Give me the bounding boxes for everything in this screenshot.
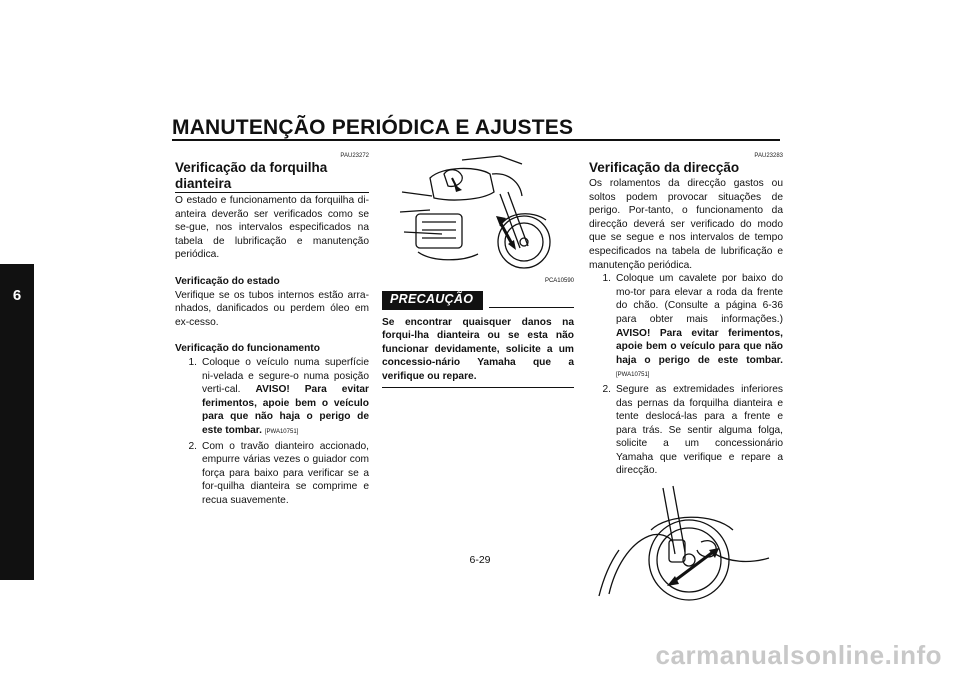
warning-text: AVISO! Para evitar ferimentos, apoie bem o veículo para que não haja o perigo de este tombar. <box>616 327 783 366</box>
step-number: 1. <box>188 356 197 368</box>
step-text: Coloque o veículo numa superfície ni-velada e segure-o numa posição verti-cal. <box>202 356 369 396</box>
step-number: 1. <box>602 273 611 285</box>
column-steering <box>589 152 783 602</box>
caution-label: PRECAUÇÃO <box>382 291 483 310</box>
chapter-number: 6 <box>12 287 22 304</box>
page-title: MANUTENÇÃO PERIÓDICA E AJUSTES <box>172 116 574 139</box>
warning-ref-code: [PWA10751] <box>616 372 650 379</box>
operation-steps <box>175 356 369 508</box>
front-wheel-steering-drawing <box>589 484 783 602</box>
condition-paragraph: Verifique se os tubos internos estão arra-nhados, danificados ou perdem óleo em ex-cesso. <box>175 289 369 328</box>
warning-ref-code: [PWA10751] <box>264 428 299 435</box>
chapter-tab <box>0 264 34 580</box>
section-heading-front-fork: Verificação da forquilha dianteira <box>175 160 369 193</box>
steering-steps <box>589 272 783 478</box>
title-rule <box>172 139 780 141</box>
watermark: carmanualsonline.info <box>655 640 942 670</box>
list-item <box>589 272 783 383</box>
step-text: Segure as extremidades inferiores das pernas da forquilha dianteira e tente deslocá-las para a frente e para trás. Se sentir alguma folga, solicite a um concessionário Yamaha que verifique e repare a direcção. <box>616 383 783 477</box>
steering-illustration <box>589 484 783 602</box>
step-number: 2. <box>602 383 611 395</box>
motorcycle-front-fork-drawing <box>382 152 574 277</box>
column-caution <box>382 152 574 388</box>
step-text: Coloque um cavalete por baixo do mo-tor para elevar a roda da frente do chão. (Consulte a página 6-36 para obter mais informações.) <box>616 273 783 325</box>
subheading-operation: Verificação do funcionamento <box>175 343 320 355</box>
column-front-fork <box>175 152 369 507</box>
caution-text: Se encontrar quaisquer danos na forqui-lha dianteira ou se esta não funcionar devidamente, solicite a um concessio-nário Yamaha que a verifique ou repare. <box>382 316 574 388</box>
step-text: Com o travão dianteiro accionado, empurre várias vezes o guiador com força para baixo para verificar se a for-quilha dianteira se comprime e recua suavemente. <box>202 440 369 506</box>
caution-code: PCA10590 <box>544 278 574 284</box>
section-code: PAU23283 <box>754 153 783 159</box>
warning-text: AVISO! Para evitar ferimentos, apoie bem o veículo para que não haja o perigo de este tombar. <box>202 384 369 436</box>
intro-paragraph: O estado e funcionamento da forquilha di-anteira deverão ser verificados como se se-gue, nos intervalos especificados na tabela de lubrificação e manutenção periódica. <box>175 195 369 261</box>
page-number: 6-29 <box>469 554 491 566</box>
list-item <box>175 440 369 508</box>
list-item <box>175 356 369 440</box>
front-fork-illustration <box>382 152 574 277</box>
section-heading-steering: Verificação da direcção <box>589 160 740 175</box>
intro-paragraph: Os rolamentos da direcção gastos ou soltos podem provocar situações de perigo. Por-tanto, o funcionamento da direcção deverá ser verificado do modo que se segue e nos intervalos de tempo especificados na tabela de lubrificação e manutenção periódica. <box>589 178 783 271</box>
caution-rule <box>489 307 574 308</box>
list-item <box>589 383 783 478</box>
subheading-condition: Verificação do estado <box>175 275 280 287</box>
step-number: 2. <box>188 440 197 452</box>
caution-banner <box>382 291 574 310</box>
section-code: PAU23272 <box>340 153 369 159</box>
